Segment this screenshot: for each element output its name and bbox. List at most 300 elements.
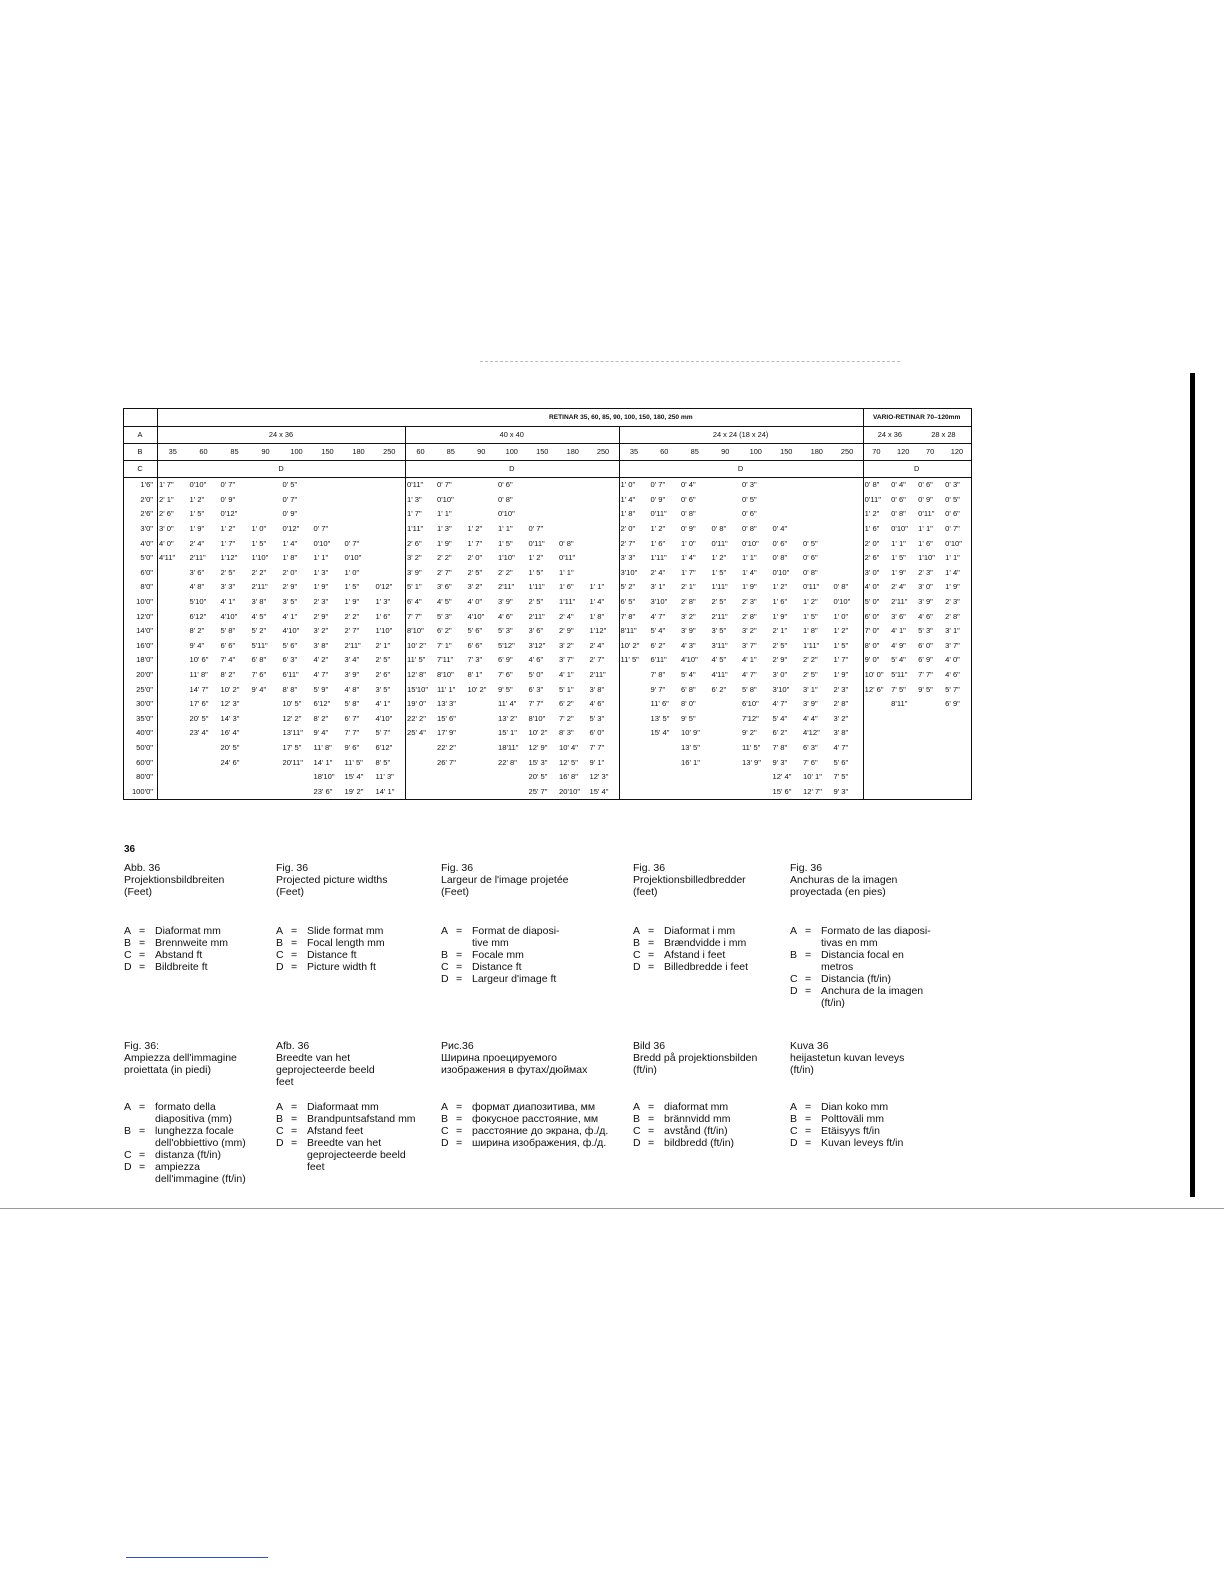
width-cell: 1' 5" — [251, 538, 267, 548]
width-cell — [619, 697, 650, 712]
width-cell: 4' 7" — [313, 670, 329, 680]
width-cell: 1' 7" — [158, 478, 189, 493]
width-cell: 8' 8" — [282, 684, 298, 694]
width-cell: 1' 7" — [220, 538, 236, 548]
width-cell — [313, 507, 344, 522]
legend-value: Distancia (ft/in) — [821, 973, 892, 985]
width-cell: 0' 8" — [833, 582, 849, 592]
legend-equals: = — [456, 961, 463, 973]
legend-item — [790, 1101, 903, 1113]
legend-value: Afstand feet — [307, 1125, 364, 1137]
width-cell: 3' 1" — [944, 624, 971, 639]
width-cell: 5' 4" — [681, 670, 696, 680]
width-cell: 5' 3" — [589, 713, 605, 723]
width-cell: 14' 1" — [375, 784, 406, 799]
width-cell: 10' 2" — [406, 639, 437, 654]
width-cell — [158, 741, 189, 756]
legend-equals: = — [139, 1161, 146, 1173]
width-cell — [890, 784, 917, 799]
width-cell: 4' 5" — [251, 611, 267, 621]
legend-value: distanza (ft/in) — [155, 1149, 221, 1161]
width-cell — [558, 507, 589, 522]
caption-title — [633, 1040, 757, 1076]
width-cell — [833, 493, 864, 508]
width-cell: 22' 8" — [498, 757, 517, 767]
legend-item — [633, 937, 748, 949]
width-cell: 0' 6" — [891, 494, 906, 504]
caption-title — [441, 862, 569, 898]
width-cell: 12' 3" — [589, 772, 609, 782]
width-cell: 5'12" — [498, 640, 515, 650]
width-cell: 17' 5" — [282, 742, 302, 752]
legend-equals: = — [648, 925, 655, 937]
width-cell: 2' 0" — [282, 567, 298, 577]
width-cell: 3' 9" — [681, 626, 696, 636]
width-cell: 3'10" — [619, 566, 650, 581]
legend-key: C — [276, 949, 284, 961]
legend-value: Kuvan leveys ft/in — [821, 1137, 904, 1149]
caption-legend — [276, 925, 385, 973]
width-cell: 5' 8" — [344, 699, 360, 709]
width-cell: 6'12" — [313, 699, 331, 709]
width-cell: 5'11" — [251, 640, 268, 650]
width-cell — [917, 784, 944, 799]
caption-legend — [790, 925, 931, 1009]
width-cell — [375, 493, 406, 508]
width-cell: 20' 5" — [528, 772, 548, 782]
width-cell: 0' 7" — [528, 524, 544, 534]
width-cell — [833, 507, 864, 522]
width-cell: 0' 8" — [803, 567, 818, 577]
width-cell: 1' 5" — [498, 538, 513, 548]
width-cell: 22' 2" — [437, 742, 456, 752]
width-cell — [251, 770, 282, 785]
focal-length-cell: 85 — [680, 444, 711, 461]
bottom-rule — [0, 1208, 1224, 1209]
legend-equals: = — [456, 1113, 463, 1125]
width-cell: 0' 6" — [803, 553, 818, 563]
width-cell: 4' 8" — [189, 582, 205, 592]
width-cell — [220, 784, 251, 799]
width-cell: 6' 9" — [498, 655, 513, 665]
caption-text: Fig. 36: Ampiezza dell'immagine proiettata (in piedi) — [124, 1040, 237, 1076]
width-cell: 0' 6" — [944, 507, 971, 522]
width-cell: 2' 5" — [528, 597, 544, 607]
width-cell: 1' 3" — [313, 567, 329, 577]
width-cell: 5' 3" — [918, 626, 933, 636]
table-row — [124, 536, 972, 551]
distance-cell: 35'0" — [124, 712, 158, 727]
width-cell — [772, 478, 803, 493]
width-cell: 2' 8" — [681, 597, 696, 607]
width-cell: 11' 3" — [375, 772, 394, 782]
table-row — [124, 478, 972, 493]
width-cell: 1' 8" — [803, 626, 818, 636]
legend-equals: = — [291, 925, 298, 937]
top-rule — [480, 361, 900, 362]
width-cell — [619, 770, 650, 785]
legend-equals: = — [805, 973, 812, 985]
legend-value: Diaformaat mm — [307, 1101, 379, 1113]
legend-equals: = — [291, 1125, 298, 1137]
legend-value: Brandpuntsafstand mm — [307, 1113, 416, 1125]
width-cell: 3' 5" — [375, 684, 391, 694]
legend-item — [633, 961, 748, 973]
width-cell: 3' 0" — [158, 522, 189, 537]
width-cell — [589, 478, 620, 493]
width-cell: 3' 0" — [863, 566, 890, 581]
legend-equals: = — [805, 1101, 812, 1113]
page-number: 36 — [124, 844, 136, 855]
width-cell: 6' 0" — [863, 609, 890, 624]
width-cell: 11' 4" — [498, 699, 517, 709]
width-cell — [375, 566, 406, 581]
caption-title — [441, 1040, 587, 1076]
focal-length-cell: 150 — [528, 444, 559, 461]
width-cell: 0' 5" — [742, 494, 757, 504]
width-cell — [944, 784, 971, 799]
width-cell — [863, 784, 890, 799]
caption-title — [790, 1040, 904, 1076]
focal-length-cell: 100 — [741, 444, 772, 461]
legend-key: D — [276, 1137, 284, 1149]
width-cell: 5' 9" — [313, 684, 329, 694]
legend-value: ampiezza dell'immagine (ft/in) — [155, 1161, 246, 1185]
width-cell: 9' 2" — [742, 728, 757, 738]
focal-length-cell: 90 — [251, 444, 282, 461]
width-cell: 5'11" — [891, 670, 908, 680]
width-cell — [313, 478, 344, 493]
width-cell: 2' 2" — [437, 553, 452, 563]
legend-value: фокусное расстояние, мм — [472, 1113, 599, 1125]
width-cell: 4' 6" — [944, 668, 971, 683]
width-cell: 4' 7" — [742, 670, 757, 680]
width-cell: 0'11" — [650, 509, 667, 519]
focal-length-cell: 85 — [220, 444, 251, 461]
width-cell: 1' 6" — [918, 538, 933, 548]
caption-title — [633, 862, 746, 898]
width-cell: 9' 7" — [650, 684, 666, 694]
width-cell: 9' 3" — [772, 757, 788, 767]
width-cell — [158, 653, 189, 668]
legend-value: Focale mm — [472, 949, 524, 961]
width-cell: 4'12" — [803, 728, 820, 738]
width-cell: 10' 0" — [863, 668, 890, 683]
width-cell: 1' 5" — [344, 582, 360, 592]
focal-length-cell: 90 — [467, 444, 498, 461]
width-cell: 1' 9" — [313, 582, 329, 592]
width-cell: 2' 5" — [220, 567, 236, 577]
width-cell: 2' 2" — [803, 655, 818, 665]
width-cell: 2' 7" — [619, 536, 650, 551]
width-cell: 9' 5" — [681, 713, 696, 723]
width-cell: 7'12" — [742, 713, 759, 723]
width-cell: 1'10" — [375, 626, 393, 636]
width-cell: 12' 8" — [406, 668, 437, 683]
legend-item — [124, 925, 228, 937]
width-cell — [619, 682, 650, 697]
width-cell — [282, 770, 313, 785]
table-row — [124, 624, 972, 639]
legend-key: C — [633, 1125, 641, 1137]
width-cell: 1' 0" — [344, 567, 360, 577]
width-cell — [650, 755, 681, 770]
width-cell: 0'11" — [406, 478, 437, 493]
width-cell: 1' 6" — [650, 538, 666, 548]
legend-equals: = — [648, 1125, 655, 1137]
width-cell — [711, 507, 742, 522]
width-cell: 4' 7" — [833, 742, 849, 752]
width-cell: 3' 4" — [344, 655, 360, 665]
width-cell: 20' 5" — [220, 742, 240, 752]
legend-item — [276, 961, 385, 973]
caption-text: Fig. 36 Largeur de l'image projetée (Feet) — [441, 862, 569, 898]
width-cell: 4'10" — [282, 626, 300, 636]
width-cell — [890, 770, 917, 785]
width-cell: 1' 2" — [711, 553, 727, 563]
width-cell — [589, 566, 620, 581]
legend-key: C — [633, 949, 641, 961]
width-cell: 8'10" — [406, 624, 437, 639]
legend-item — [441, 1137, 608, 1149]
width-cell: 7' 5" — [833, 772, 849, 782]
width-cell — [833, 536, 864, 551]
width-cell: 0' 5" — [944, 493, 971, 508]
width-cell: 20'11" — [282, 757, 303, 767]
legend-equals: = — [648, 1137, 655, 1149]
legend-item — [790, 985, 931, 1009]
width-cell — [619, 755, 650, 770]
width-cell: 5' 7" — [375, 728, 391, 738]
legend-equals: = — [456, 925, 463, 937]
legend-item — [441, 925, 560, 949]
legend-key: D — [124, 1161, 132, 1173]
legend-item — [276, 925, 385, 937]
width-cell — [467, 478, 498, 493]
legend-equals: = — [805, 1125, 812, 1137]
width-cell — [711, 741, 742, 756]
width-cell — [375, 522, 406, 537]
width-cell: 0'10" — [742, 538, 759, 548]
width-cell: 22' 2" — [406, 712, 437, 727]
row-label-c: C — [124, 461, 158, 478]
width-cell — [158, 566, 189, 581]
table-row — [124, 522, 972, 537]
legend-item — [790, 1113, 903, 1125]
width-cell: 1' 4" — [681, 553, 696, 563]
distance-cell: 16'0" — [124, 639, 158, 654]
width-cell: 2' 4" — [559, 611, 574, 621]
legend-item — [633, 1125, 734, 1137]
width-cell: 2' 9" — [282, 582, 298, 592]
distance-cell: 1'6" — [124, 478, 158, 493]
width-cell: 1' 9" — [437, 538, 452, 548]
width-cell: 3' 2" — [833, 713, 849, 723]
width-cell: 6' 8" — [681, 684, 696, 694]
width-cell: 9' 5" — [918, 684, 933, 694]
width-cell: 9' 1" — [589, 757, 605, 767]
focal-length-cell: 70 — [917, 444, 944, 461]
width-cell: 0' 6" — [917, 478, 944, 493]
width-cell: 15' 6" — [437, 713, 456, 723]
caption-legend — [276, 1101, 416, 1173]
legend-equals: = — [291, 961, 298, 973]
width-cell: 6' 2" — [711, 684, 727, 694]
width-cell: 0' 5" — [282, 478, 313, 493]
width-cell — [375, 507, 406, 522]
width-cell — [711, 770, 742, 785]
width-cell — [467, 493, 498, 508]
caption-legend — [124, 925, 228, 973]
width-cell — [917, 712, 944, 727]
legend-value: расстояние до экрана, ф./д. — [472, 1125, 609, 1137]
width-cell — [589, 522, 620, 537]
width-cell — [158, 639, 189, 654]
width-cell: 2' 1" — [681, 582, 696, 592]
width-cell: 4' 0" — [467, 597, 483, 607]
width-cell: 2' 2" — [498, 567, 513, 577]
width-cell — [467, 755, 498, 770]
legend-item — [633, 925, 748, 937]
width-cell: 1'11" — [803, 640, 820, 650]
width-cell: 3' 7" — [944, 639, 971, 654]
caption-text: Fig. 36 Projected picture widths (Feet) — [276, 862, 388, 898]
width-cell: 0' 9" — [220, 494, 236, 504]
width-cell: 0' 6" — [772, 538, 788, 548]
width-cell: 1' 9" — [833, 670, 849, 680]
width-cell: 3' 0" — [772, 670, 788, 680]
width-cell: 3' 9" — [498, 597, 513, 607]
distance-cell: 100'0" — [124, 784, 158, 799]
width-cell: 7' 6" — [251, 670, 267, 680]
width-cell: 4' 4" — [803, 713, 818, 723]
width-cell: 2' 3" — [918, 567, 933, 577]
width-cell: 7'11" — [437, 655, 454, 665]
format-cell: 24 x 36 — [158, 427, 406, 444]
legend-value: avstånd (ft/in) — [664, 1125, 728, 1137]
width-cell — [650, 741, 681, 756]
distance-cell: 2'0" — [124, 493, 158, 508]
width-cell — [436, 770, 467, 785]
legend-value: Largeur d'image ft — [472, 973, 557, 985]
width-cell: 2'11" — [711, 611, 728, 621]
width-cell: 1' 1" — [742, 553, 757, 563]
width-cell — [711, 478, 742, 493]
width-cell — [619, 741, 650, 756]
width-cell — [251, 478, 282, 493]
table-row — [124, 784, 972, 799]
width-cell — [189, 741, 220, 756]
width-cell: 4' 6" — [918, 611, 933, 621]
width-cell — [158, 624, 189, 639]
width-cell: 17' 9" — [437, 728, 456, 738]
width-cell: 1' 4" — [589, 597, 605, 607]
caption-text: Рис.36 Ширина проецируемого изображения в футах/дюймах — [441, 1040, 588, 1076]
width-cell: 12' 7" — [802, 784, 833, 799]
width-cell — [220, 770, 251, 785]
legend-key: A — [276, 925, 284, 937]
width-cell: 9' 4" — [251, 684, 267, 694]
width-cell: 15' 4" — [344, 772, 364, 782]
legend-equals: = — [291, 1137, 298, 1149]
width-cell: 2' 9" — [772, 655, 788, 665]
width-cell: 4'10" — [467, 611, 485, 621]
width-cell — [680, 770, 711, 785]
legend-key: C — [790, 973, 798, 985]
width-cell: 1' 7" — [406, 507, 437, 522]
width-cell: 15' 4" — [650, 728, 670, 738]
distance-cell: 25'0" — [124, 682, 158, 697]
legend-key: B — [124, 937, 132, 949]
width-cell: 3' 9" — [803, 699, 818, 709]
width-cell: 4' 0" — [944, 653, 971, 668]
width-cell: 2' 9" — [313, 611, 329, 621]
width-cell: 6'11" — [282, 670, 299, 680]
distance-cell: 8'0" — [124, 580, 158, 595]
width-cell: 0' 6" — [497, 478, 528, 493]
width-cell: 3' 2" — [406, 551, 437, 566]
width-cell: 5' 1" — [406, 580, 437, 595]
width-cell: 8' 2" — [313, 713, 329, 723]
width-cell: 1' 2" — [189, 494, 205, 504]
width-cell: 13'11" — [282, 728, 303, 738]
width-cell: 2' 4" — [189, 538, 205, 548]
width-cell: 26' 7" — [437, 757, 456, 767]
width-cell: 3' 9" — [918, 597, 933, 607]
focal-length-cell: 120 — [944, 444, 971, 461]
legend-key: A — [124, 925, 132, 937]
width-cell — [406, 741, 437, 756]
legend-item — [124, 1161, 246, 1185]
width-cell: 18'11" — [498, 742, 519, 752]
width-cell — [589, 536, 620, 551]
width-cell: 0' 8" — [681, 509, 696, 519]
d-label-cell: D — [863, 461, 971, 478]
caption-title — [790, 862, 897, 898]
width-cell — [890, 755, 917, 770]
width-cell — [436, 784, 467, 799]
projection-width-table — [123, 408, 972, 800]
legend-key: D — [633, 1137, 641, 1149]
focal-length-cell: 60 — [406, 444, 437, 461]
distance-cell: 6'0" — [124, 566, 158, 581]
width-cell: 0' 8" — [891, 509, 906, 519]
width-cell: 8' 3" — [559, 728, 574, 738]
legend-equals: = — [291, 1101, 298, 1113]
legend-equals: = — [805, 1137, 812, 1149]
format-cell: 28 x 28 — [917, 427, 971, 444]
legend-key: C — [124, 1149, 132, 1161]
width-cell: 1' 6" — [772, 597, 788, 607]
width-cell: 1' 7" — [467, 538, 483, 548]
legend-equals: = — [805, 925, 812, 937]
width-cell: 4' 1" — [375, 699, 391, 709]
width-cell — [833, 566, 864, 581]
focal-length-cell: 35 — [619, 444, 650, 461]
width-cell: 5' 3" — [498, 626, 513, 636]
width-cell: 0' 3" — [944, 478, 971, 493]
format-cell: 24 x 24 (18 x 24) — [619, 427, 863, 444]
width-cell: 2'11" — [498, 582, 515, 592]
width-cell: 1' 7" — [833, 655, 849, 665]
table-row — [124, 726, 972, 741]
width-cell — [158, 697, 189, 712]
width-cell — [917, 741, 944, 756]
width-cell: 4'11" — [158, 551, 189, 566]
width-cell: 2' 0" — [619, 522, 650, 537]
width-cell: 1'11" — [559, 597, 576, 607]
width-cell: 4'10" — [375, 713, 393, 723]
